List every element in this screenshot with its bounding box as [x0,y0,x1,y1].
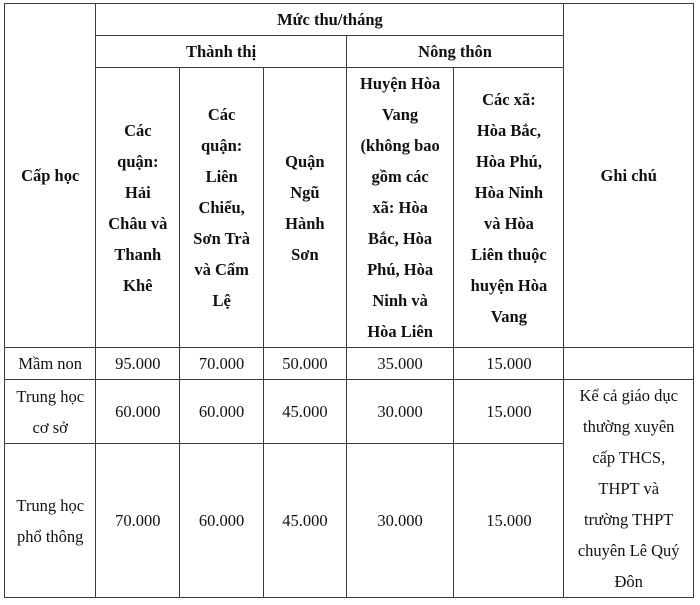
fee-cell: 70.000 [180,348,264,380]
cell-line: và Cẩm [194,260,249,279]
cell-line: Các xã: [482,89,536,109]
cell-line: Vang [490,306,527,326]
cell-line: xã: Hòa [372,198,428,217]
fee-cell: 30.000 [346,444,454,598]
cell-line: Hòa Liên [367,322,433,341]
fee-cell: 30.000 [346,380,454,444]
cell-line: Sơn [291,244,319,264]
cell-line: Sơn Trà [193,229,250,248]
fee-cell: 60.000 [96,380,180,444]
fee-cell: 60.000 [180,380,264,444]
cell-line: Đôn [614,572,643,591]
header-level: Cấp học [5,4,96,348]
cell-line: cơ sở [32,417,68,437]
header-col-hai-chau-thanh-khe [96,68,180,348]
cell-line: Hòa Bắc, [476,120,542,140]
cell-line: Mầm non [18,354,83,373]
cell-line: gồm các [371,167,429,186]
cell-line: Hòa Phú, [475,151,542,171]
header-col-lien-chieu-son-tra-cam-le [180,68,264,348]
cell-line: Châu và [108,213,168,233]
table-row-thcs [5,380,694,444]
cell-line: Ninh và [372,291,428,310]
cell-line: quận: [117,151,159,171]
fee-cell: 45.000 [264,380,347,444]
fee-cell: 50.000 [264,348,347,380]
cell-line: chuyên Lê Quý [577,541,680,560]
header-col-huyen-hoa-vang [346,68,454,348]
header-urban: Thành thị [96,36,346,68]
cell-line: Hải [124,182,151,202]
cell-line: cấp THCS, [592,448,666,467]
fee-cell: 15.000 [454,348,564,380]
cell-line: Trung học [16,495,85,515]
fee-cell: 95.000 [96,348,180,380]
tuition-fee-table [4,3,694,598]
cell-line: Bắc, Hòa [368,229,433,248]
cell-line: Trung học [16,386,85,406]
fee-cell: 15.000 [454,380,564,444]
row-level [5,348,96,380]
cell-line: và Hòa [483,213,534,233]
cell-line: (không bao [360,136,440,155]
cell-line: Lệ [212,291,231,310]
cell-line: Vang [382,105,419,124]
cell-line: quận: [200,136,243,155]
cell-line: Các [207,105,236,124]
cell-line: huyện Hòa [470,275,548,295]
cell-line: Quận [285,151,325,171]
row-level [5,380,96,444]
fee-cell: 70.000 [96,444,180,598]
note-cell-shared [564,380,694,598]
cell-line: Phú, Hòa [367,260,434,279]
header-fee-group: Mức thu/tháng [96,4,564,36]
header-col-cac-xa-hoa-vang [454,68,564,348]
cell-line: Hành [285,213,325,233]
fee-cell: 60.000 [180,444,264,598]
cell-line: thường xuyên [582,417,675,436]
fee-cell: 35.000 [346,348,454,380]
header-rural: Nông thôn [346,36,564,68]
cell-line: Kể cả giáo dục [579,386,678,405]
cell-line: Hòa Ninh [474,182,544,202]
cell-line: phổ thông [16,526,84,546]
cell-line: Ngũ [290,182,320,202]
header-note: Ghi chú [564,4,694,348]
fee-cell: 45.000 [264,444,347,598]
cell-line: THPT và [598,479,660,498]
cell-line: trường THPT [584,510,674,529]
header-row-1 [5,4,694,36]
cell-line: Chiểu, [198,198,245,217]
cell-line: Liên thuộc [471,244,547,264]
cell-line: Các [124,120,152,140]
cell-line: Khê [123,275,153,295]
note-cell-empty [564,348,694,380]
fee-cell: 15.000 [454,444,564,598]
cell-line: Thanh [114,244,162,264]
row-level [5,444,96,598]
cell-line: Liên [205,167,238,186]
header-col-ngu-hanh-son [264,68,347,348]
cell-line: Huyện Hòa [359,74,441,93]
table-row-mam-non [5,348,694,380]
